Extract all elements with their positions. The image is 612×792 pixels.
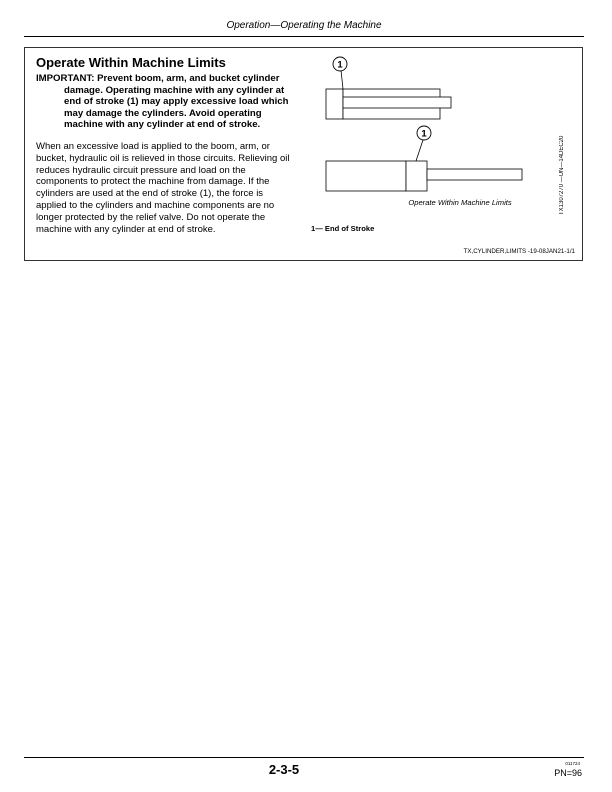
footer-pn: PN=96 bbox=[554, 768, 582, 778]
cylinder-figure bbox=[313, 54, 575, 214]
figure-caption: Operate Within Machine Limits bbox=[408, 198, 512, 207]
top-leader-line bbox=[341, 70, 343, 89]
body-paragraph: When an excessive load is applied to the boom, arm, or bucket, hydraulic oil is relieved in those circuits. Relieving oil reduces hydraulic circuit pressure and load on the components to protect the machine from damage. If the cylinders are used at the end of stroke (1), the force is applied to the cylinders and machine components are no longer protected by the relief valve. Do not operate the machine with any cylinder at end of stroke. bbox=[36, 141, 290, 235]
bottom-leader-line bbox=[416, 140, 423, 161]
section-title: Operate Within Machine Limits bbox=[36, 55, 226, 70]
figure-image-id: TX1307270 —UN—14DEC20 bbox=[559, 135, 565, 215]
header-rule bbox=[24, 36, 584, 37]
figure-legend: 1— End of Stroke bbox=[311, 224, 375, 233]
bottom-cylinder-rod bbox=[427, 169, 522, 180]
running-header: Operation—Operating the Machine bbox=[226, 20, 382, 31]
important-notice: IMPORTANT: Prevent boom, arm, and bucket cylinder damage. Operating machine with any cylinder at end of stroke (1) may apply excessive load which may damage the cylinders. Avoid operating machine with any cylinder at end of stroke. bbox=[36, 73, 289, 131]
cylinder-illustration bbox=[313, 54, 575, 214]
content-box bbox=[24, 47, 583, 261]
footer-small-code: 011724 bbox=[565, 761, 580, 766]
top-callout-number: 1 bbox=[337, 59, 343, 71]
bottom-cylinder-barrel bbox=[326, 161, 406, 191]
footer-rule bbox=[24, 757, 584, 758]
reference-code: TX,CYLINDER,LIMITS -19-08JAN21-1/1 bbox=[463, 248, 575, 255]
bottom-cylinder-head bbox=[406, 161, 427, 191]
bottom-callout-number: 1 bbox=[421, 128, 427, 140]
top-cylinder-rod bbox=[343, 97, 451, 108]
top-cylinder-head bbox=[326, 89, 343, 119]
page-number: 2-3-5 bbox=[268, 762, 300, 777]
